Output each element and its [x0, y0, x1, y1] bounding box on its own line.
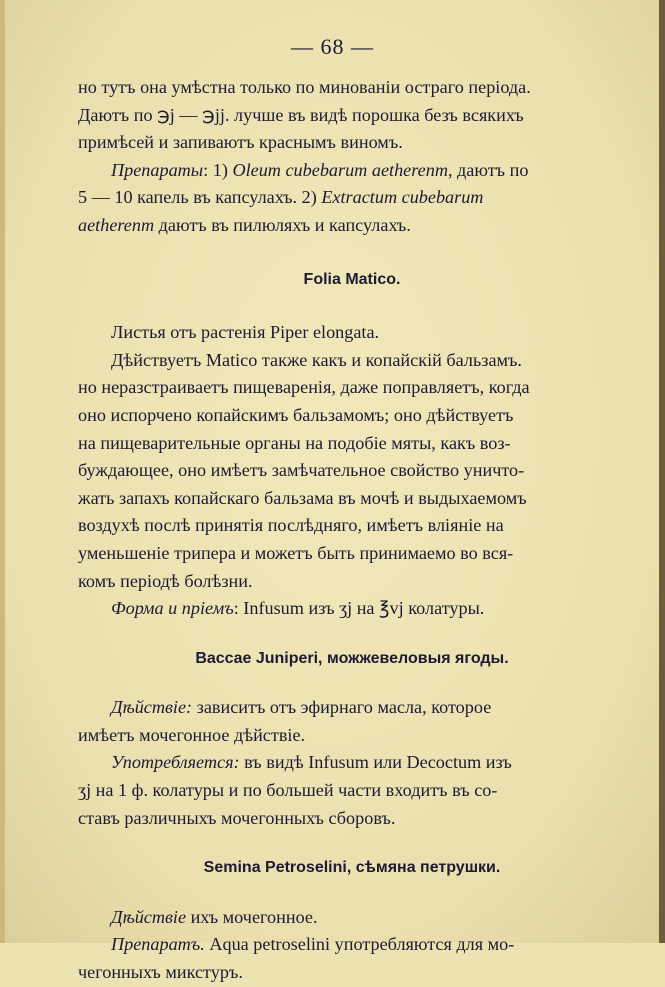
text-line: но тутъ она умѣстна только по миновaнiи остраго перiода.: [78, 77, 531, 97]
use-label: Употребляется:: [111, 752, 240, 773]
action-paragraph: [78, 904, 626, 932]
form-paragraph: [78, 595, 626, 623]
text-line: ʒj на 1 ф. колатуры и по большей части входитъ въ со-: [78, 780, 498, 801]
text-fragment: : 1): [203, 159, 233, 180]
text-line: чегонныхъ микстуръ.: [78, 962, 243, 983]
page-number: — 68 —: [291, 34, 374, 59]
text-fragment: въ видѣ Infusum или Decoctum изъ: [239, 752, 512, 773]
text-line: Дѣйствуетъ Matico также какъ и копайскiй бальзамъ.: [111, 349, 522, 370]
latin-name: aetherenm: [78, 214, 155, 235]
section-heading: Baccae Juniperi, можжевеловыя ягоды.: [195, 649, 509, 667]
text-fragment: даютъ въ пилюляхъ и капсулахъ.: [154, 214, 411, 235]
preparations-line: [78, 212, 626, 240]
text-line: Даютъ по ℈j — ℈jj. лучше въ видѣ порошка безъ всякихъ: [78, 104, 524, 125]
action-paragraph: [78, 694, 626, 722]
text-line: на пищеварительные органы на подобiе мяты, какъ воз-: [78, 432, 511, 453]
page-content: [78, 74, 626, 987]
text-fragment: , даютъ по: [447, 159, 529, 180]
use-paragraph: [78, 749, 626, 777]
preparations-paragraph: [78, 157, 626, 185]
prep-label: Препаратъ.: [111, 934, 205, 955]
text-line: но неразстраиваетъ пищеваренiя, даже поправляетъ, когда: [78, 377, 530, 398]
text-line: имѣетъ мочегонное дѣйствiе.: [78, 724, 306, 745]
action-label: Дѣйствiе: [111, 906, 187, 927]
prep-paragraph: [78, 931, 626, 959]
text-fragment: : Infusum изъ ʒj на ℥vj колатуры.: [233, 598, 485, 619]
text-fragment: ихъ мочегонное.: [186, 906, 318, 927]
text-line: Листья отъ растенiя Piper elongata.: [111, 322, 380, 343]
text-fragment: Aqua petroselini употребляются для мо-: [204, 934, 515, 955]
text-line: комъ перiодѣ болѣзни.: [78, 570, 253, 591]
preparations-label: Препараты: [111, 159, 204, 180]
text-line: жать запахъ копайскаго бальзама въ мочѣ и выдыхаемомъ: [78, 487, 527, 508]
section-heading: Folia Matico.: [303, 270, 401, 288]
text-fragment: зависитъ отъ эфирнаго масла, которое: [192, 697, 492, 718]
form-label: Форма и прiемъ: [111, 598, 234, 619]
text-line: оно испорчено копайскимъ бальзамомъ; оно дѣйствуетъ: [78, 404, 514, 425]
text-line: ставъ различныхъ мочегонныхъ сборовъ.: [78, 807, 396, 828]
text-line: воздухѣ послѣ принятiя послѣдняго, имѣетъ влiянiе на: [78, 515, 504, 536]
action-label: Дѣйствiе:: [111, 697, 193, 718]
latin-name: Extractum cubebarum: [321, 187, 484, 208]
text-line: буждающее, оно имѣетъ замѣчательное свойство уничто-: [78, 460, 525, 481]
latin-name: Oleum cubebarum aetherenm: [232, 159, 448, 180]
text-line: уменьшенiе трипера и можетъ быть принимаемо во вся-: [78, 542, 514, 563]
preparations-line: [78, 184, 626, 212]
page-edge-right: [659, 0, 665, 943]
section-heading: Semina Petroselini, сѣмяна петрушки.: [203, 859, 501, 877]
text-line: примѣсей и запиваютъ краснымъ виномъ.: [78, 132, 403, 153]
page-edge-left: [0, 0, 5, 943]
text-fragment: 5 — 10 капель въ капсулахъ. 2): [78, 187, 322, 208]
